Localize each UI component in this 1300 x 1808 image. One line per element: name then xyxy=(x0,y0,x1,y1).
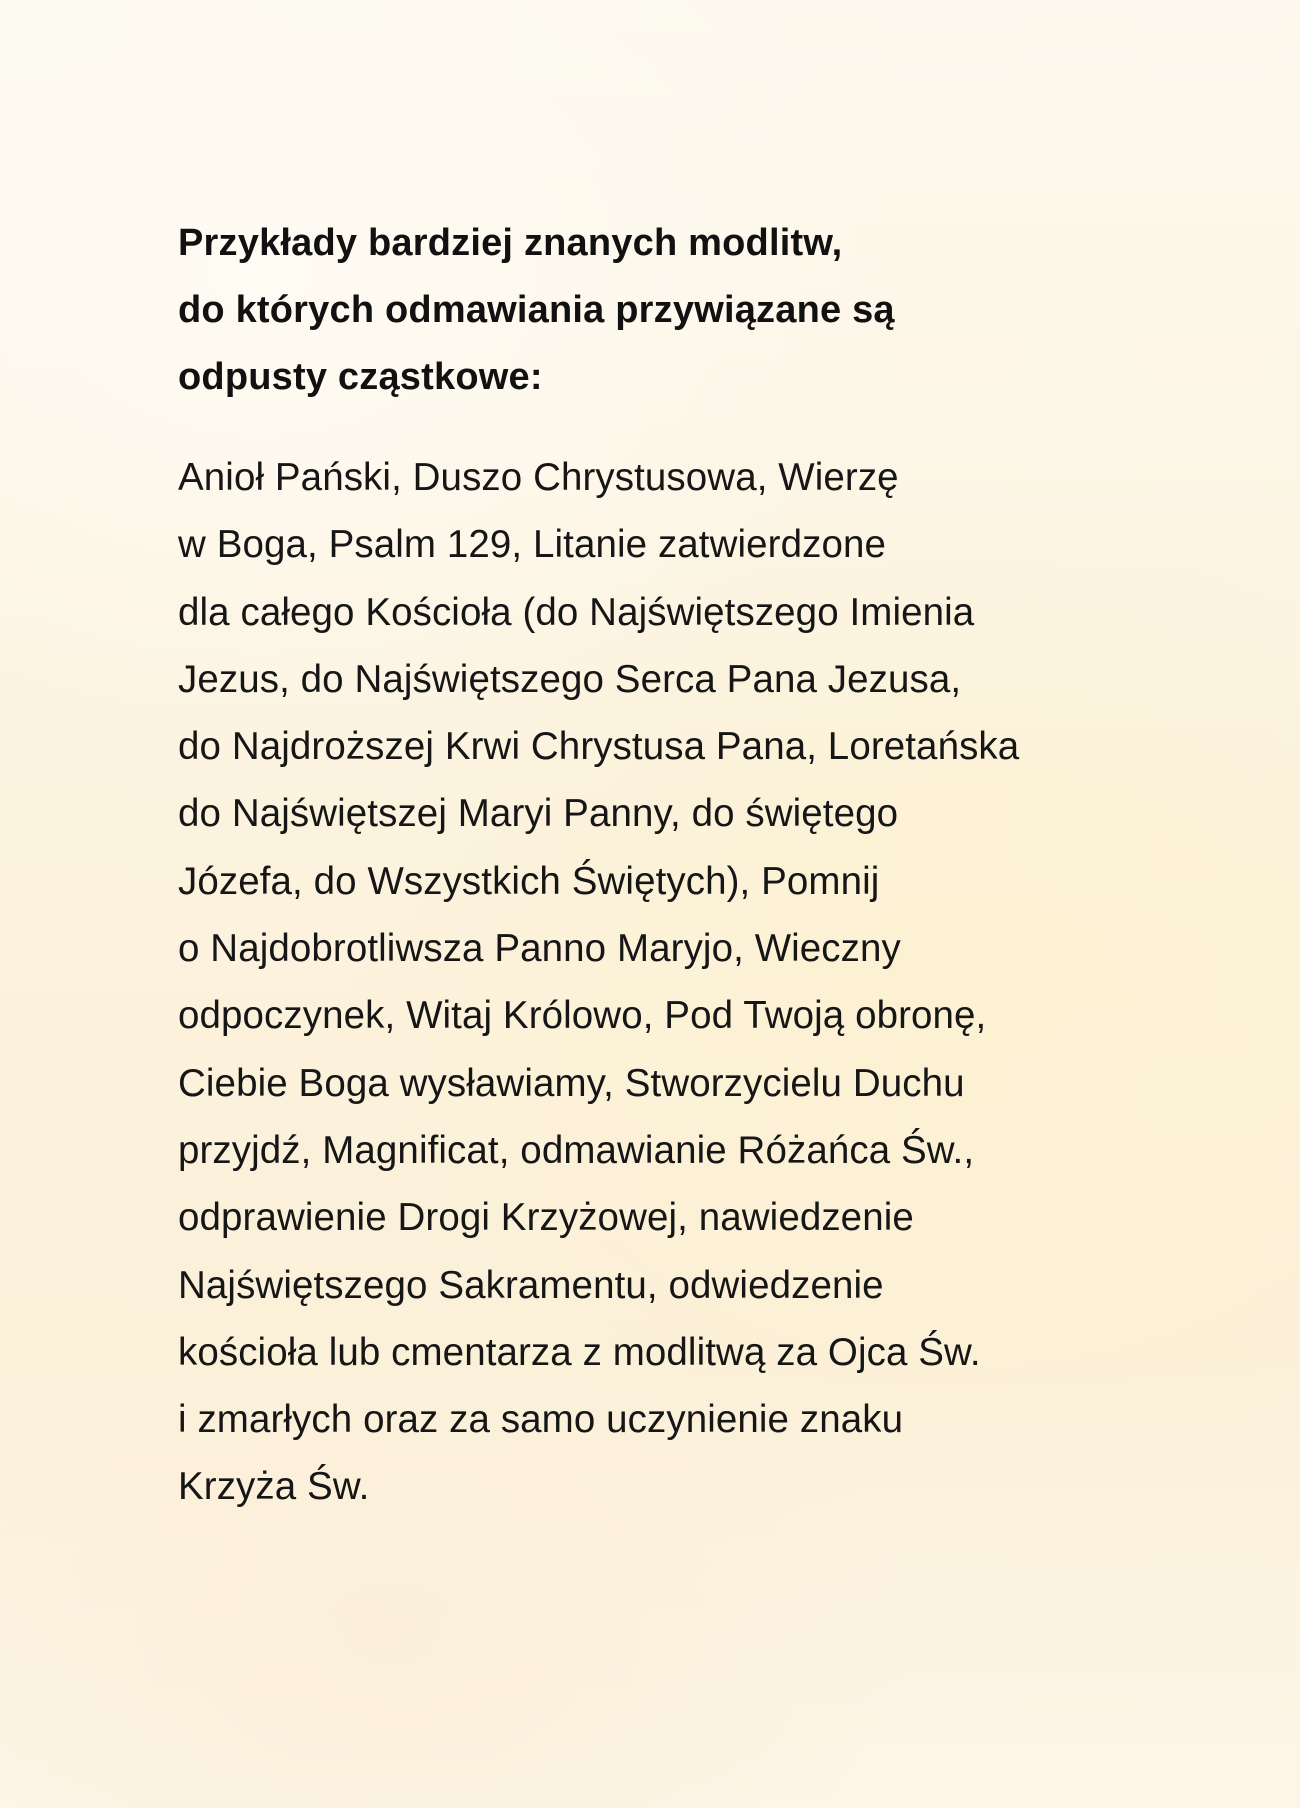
heading-line: Przykłady bardziej znanych modlitw, xyxy=(178,222,843,264)
heading-line: odpusty cząstkowe: xyxy=(178,356,543,398)
body-line: odprawienie Drogi Krzyżowej, nawiedzenie xyxy=(178,1196,914,1240)
body-paragraph xyxy=(178,444,1138,1521)
body-line: do Najdroższej Krwi Chrystusa Pana, Loretańska xyxy=(178,725,1020,769)
body-line: przyjdź, Magnificat, odmawianie Różańca Św., xyxy=(178,1128,975,1172)
heading xyxy=(178,210,1138,411)
body-line: Ciebie Boga wysławiamy, Stworzycielu Duchu xyxy=(178,1061,965,1105)
body-line: Krzyża Św. xyxy=(178,1465,370,1509)
body-line: w Boga, Psalm 129, Litanie zatwierdzone xyxy=(178,523,886,567)
body-line: do Najświętszej Maryi Panny, do świętego xyxy=(178,792,899,836)
body-line: Jezus, do Najświętszego Serca Pana Jezusa, xyxy=(178,657,962,701)
body-line: kościoła lub cmentarza z modlitwą za Ojca Św. xyxy=(178,1330,981,1374)
body-line: Anioł Pański, Duszo Chrystusowa, Wierzę xyxy=(178,456,899,499)
body-line: Najświętszego Sakramentu, odwiedzenie xyxy=(178,1263,884,1307)
document-page xyxy=(178,210,1138,1521)
body-line: o Najdobrotliwsza Panno Maryjo, Wieczny xyxy=(178,927,901,971)
body-line: odpoczynek, Witaj Królowo, Pod Twoją obronę, xyxy=(178,994,987,1038)
body-line: dla całego Kościoła (do Najświętszego Imienia xyxy=(178,590,975,634)
heading-line: do których odmawiania przywiązane są xyxy=(178,289,895,331)
body-line: i zmarłych oraz za samo uczynienie znaku xyxy=(178,1398,904,1442)
body-line: Józefa, do Wszystkich Świętych), Pomnij xyxy=(178,859,880,903)
